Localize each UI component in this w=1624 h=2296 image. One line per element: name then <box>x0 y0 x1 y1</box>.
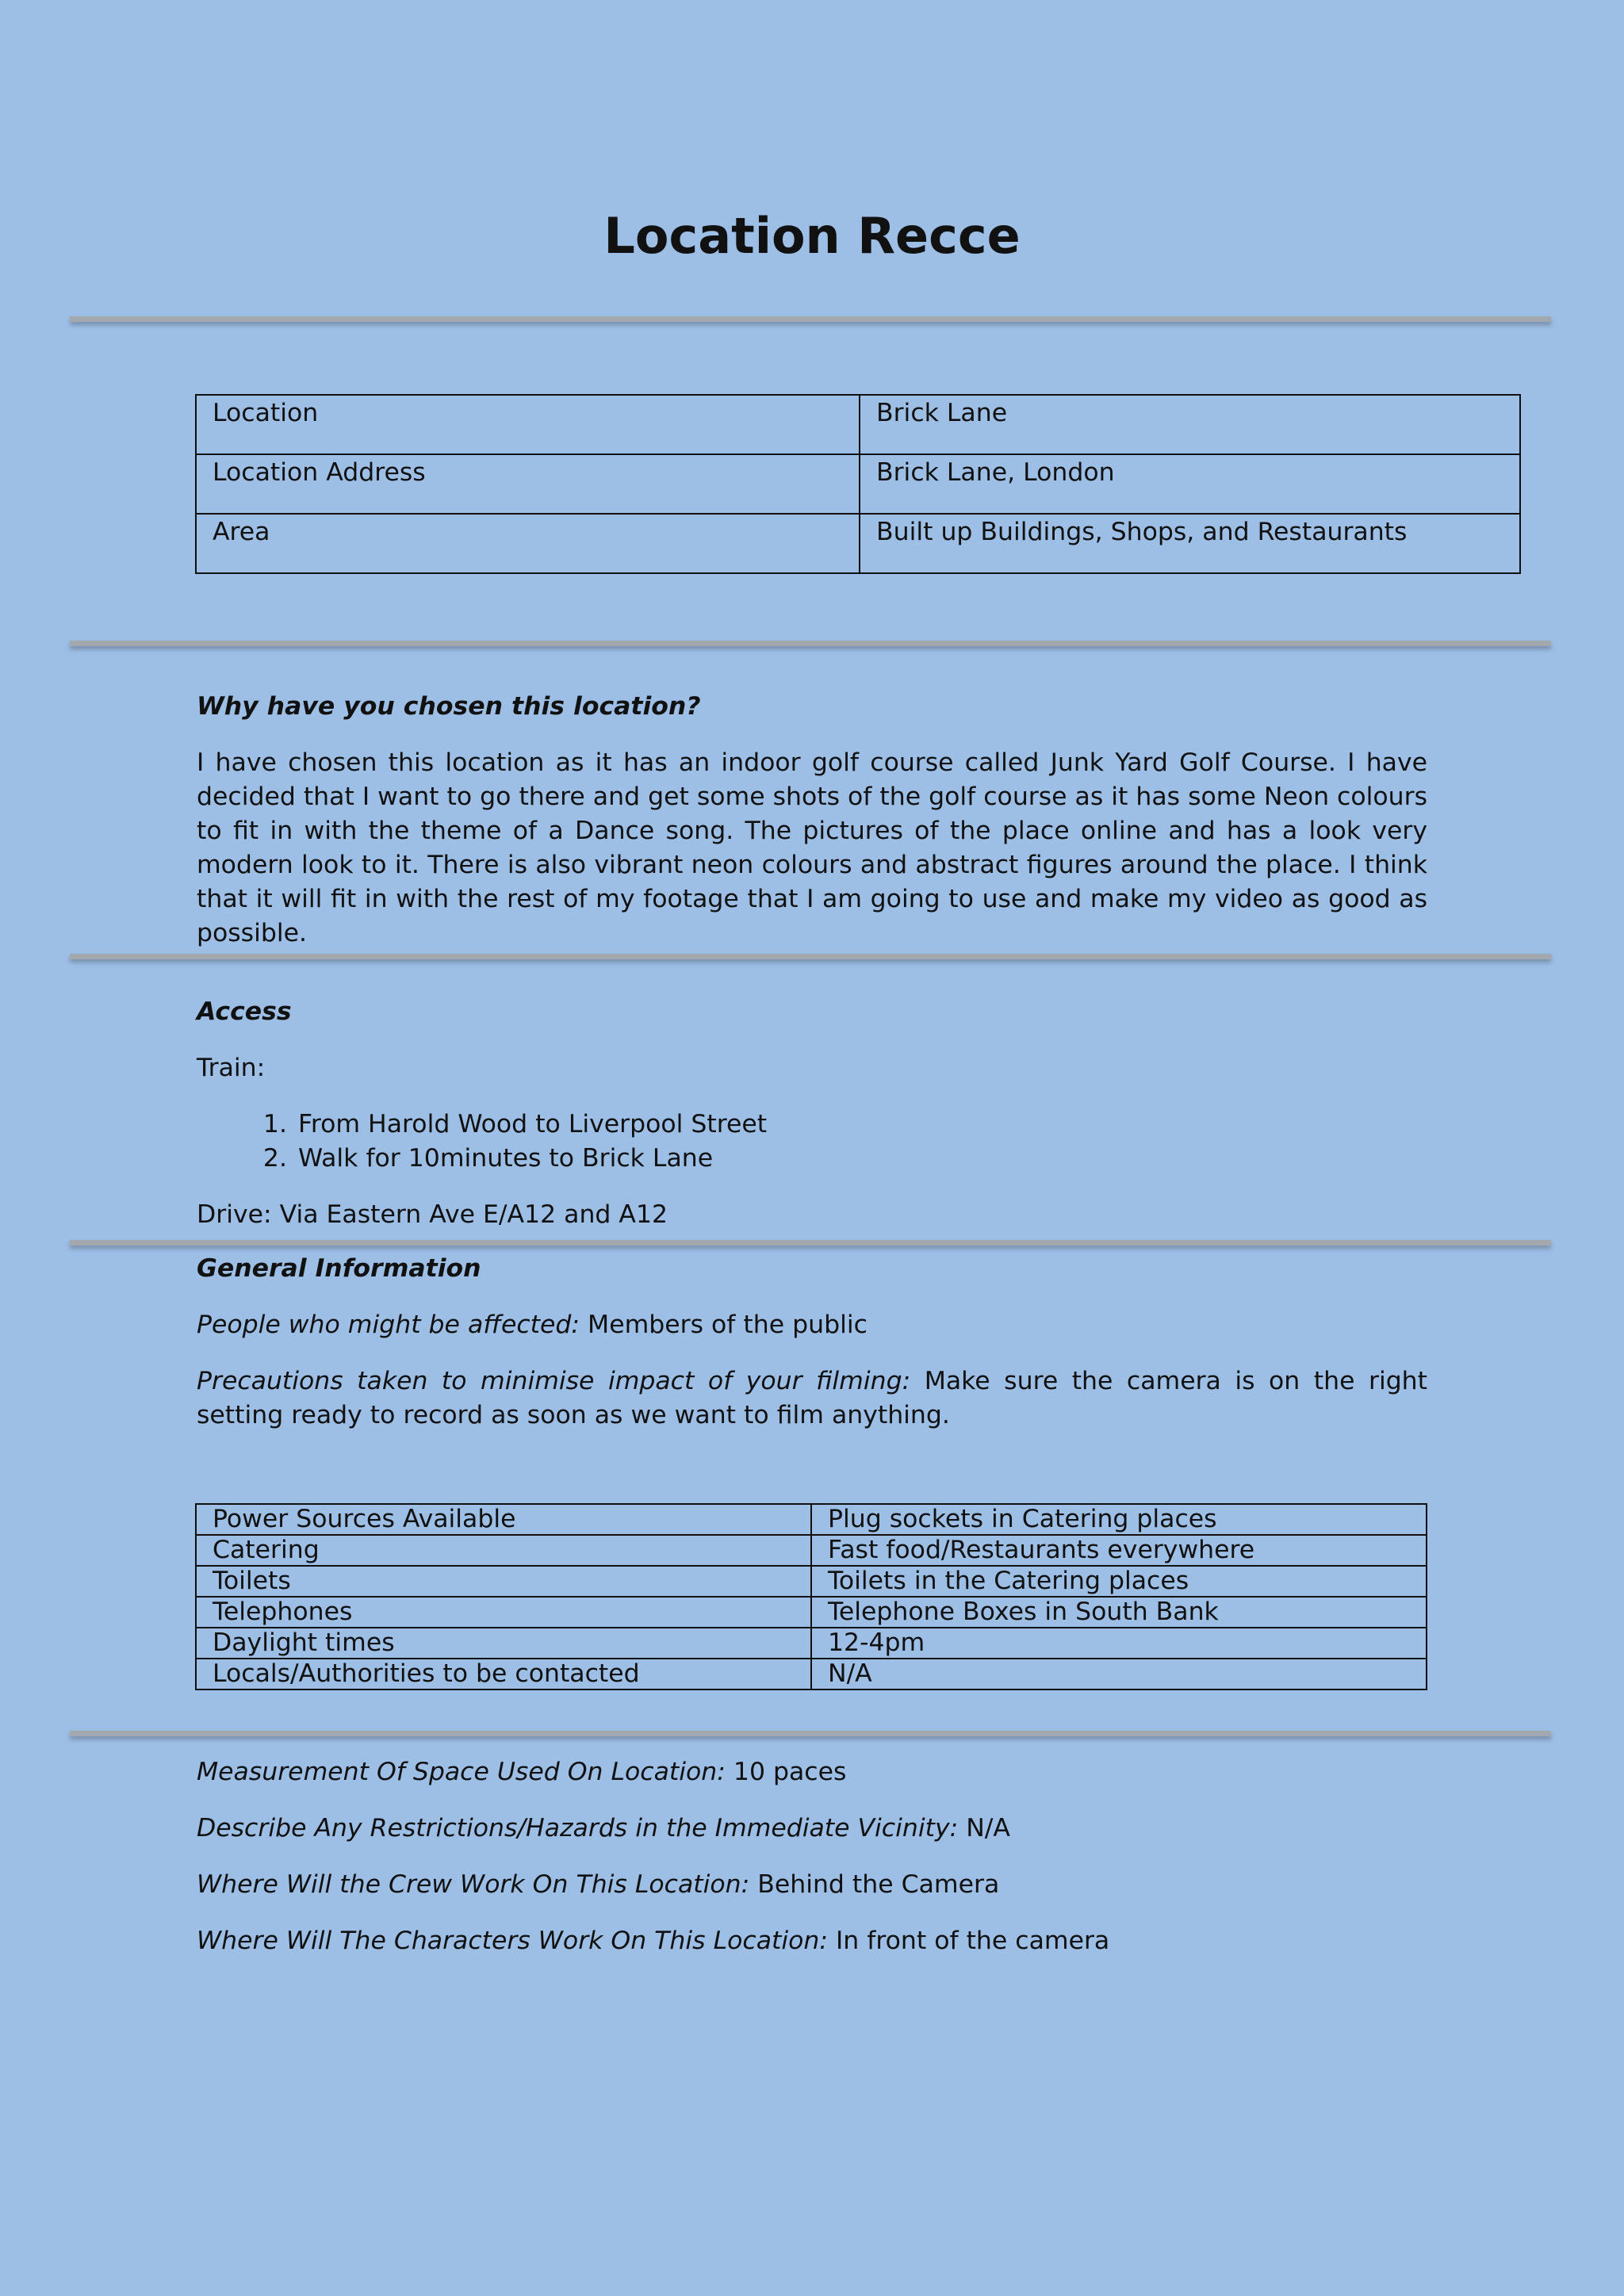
divider <box>70 1731 1551 1736</box>
affected-value: Members of the public <box>580 1311 868 1339</box>
list-item: 1. From Harold Wood to Liverpool Street <box>295 1108 1427 1142</box>
table-cell-label: Location <box>196 395 860 454</box>
why-body: I have chosen this location as it has an indoor golf course called Junk Yard Golf Course. I have decided that I want to go there and get some shots of the golf course as it has some Neon colours to fit in with the theme of a Dance song. The pictures of the place online and has a look very modern look to it. There is also vibrant neon colours and abstract figures around the place. I think that it will fit in with the rest of my footage that I am going to use and make my video as good as possible. <box>197 748 1427 947</box>
table-cell-label: Locals/Authorities to be contacted <box>196 1659 811 1689</box>
table-cell-value: Built up Buildings, Shops, and Restaurants <box>860 514 1520 573</box>
detail-line <box>197 1868 1427 1902</box>
general-heading: General Information <box>197 1254 481 1283</box>
table-row <box>196 454 1520 514</box>
access-heading: Access <box>197 997 292 1026</box>
table-cell-label: Catering <box>196 1535 811 1566</box>
detail-value: N/A <box>958 1814 1010 1843</box>
divider <box>70 954 1551 959</box>
table-row <box>196 1535 1427 1566</box>
table-row <box>196 1628 1427 1659</box>
facilities-table <box>195 1503 1427 1690</box>
list-item: 2. Walk for 10minutes to Brick Lane <box>295 1142 1427 1176</box>
table-cell-value: 12-4pm <box>811 1628 1427 1659</box>
table-cell-label: Power Sources Available <box>196 1504 811 1535</box>
table-row <box>196 1597 1427 1628</box>
table-cell-label: Location Address <box>196 454 860 514</box>
details-section <box>197 1755 1427 1958</box>
detail-line <box>197 1755 1427 1789</box>
table-cell-label: Telephones <box>196 1597 811 1628</box>
train-steps <box>197 1108 1427 1176</box>
location-table <box>195 394 1521 574</box>
train-label: Train: <box>197 1054 266 1082</box>
table-cell-value: Fast food/Restaurants everywhere <box>811 1535 1427 1566</box>
table-cell-label: Area <box>196 514 860 573</box>
detail-line <box>197 1924 1427 1958</box>
table-row <box>196 1566 1427 1597</box>
detail-label: Measurement Of Space Used On Location: <box>197 1758 726 1786</box>
divider <box>70 316 1551 322</box>
table-cell-label: Daylight times <box>196 1628 811 1659</box>
detail-line <box>197 1812 1427 1846</box>
affected-line <box>197 1308 1427 1342</box>
precautions-label: Precautions taken to minimise impact of your filming: <box>197 1367 911 1395</box>
general-section <box>197 1252 1427 1433</box>
page-title: Location Recce <box>603 207 1021 265</box>
table-cell-value: Telephone Boxes in South Bank <box>811 1597 1427 1628</box>
table-cell-label: Toilets <box>196 1566 811 1597</box>
detail-value: Behind the Camera <box>749 1870 1000 1899</box>
table-cell-value: N/A <box>811 1659 1427 1689</box>
table-cell-value: Toilets in the Catering places <box>811 1566 1427 1597</box>
table-cell-value: Brick Lane, London <box>860 454 1520 514</box>
table-row <box>196 1659 1427 1689</box>
precautions-value: Make sure the camera is on the right setting ready to record as soon as we want to film anything. <box>197 1367 1428 1429</box>
detail-label: Where Will the Crew Work On This Location: <box>197 1870 750 1899</box>
table-cell-value: Plug sockets in Catering places <box>811 1504 1427 1535</box>
access-section <box>197 995 1427 1232</box>
detail-label: Where Will The Characters Work On This Location: <box>197 1927 828 1955</box>
table-cell-value: Brick Lane <box>860 395 1520 454</box>
why-section <box>197 690 1427 951</box>
divider <box>70 641 1551 646</box>
detail-value: In front of the camera <box>827 1927 1110 1955</box>
detail-label: Describe Any Restrictions/Hazards in the Immediate Vicinity: <box>197 1814 959 1843</box>
precautions-line <box>197 1364 1427 1433</box>
detail-value: 10 paces <box>725 1758 847 1786</box>
table-row <box>196 514 1520 573</box>
table-row <box>196 1504 1427 1535</box>
affected-label: People who might be affected: <box>197 1311 580 1339</box>
table-row <box>196 395 1520 454</box>
divider <box>70 1240 1551 1246</box>
drive-directions: Drive: Via Eastern Ave E/A12 and A12 <box>197 1200 668 1229</box>
why-heading: Why have you chosen this location? <box>197 692 701 721</box>
